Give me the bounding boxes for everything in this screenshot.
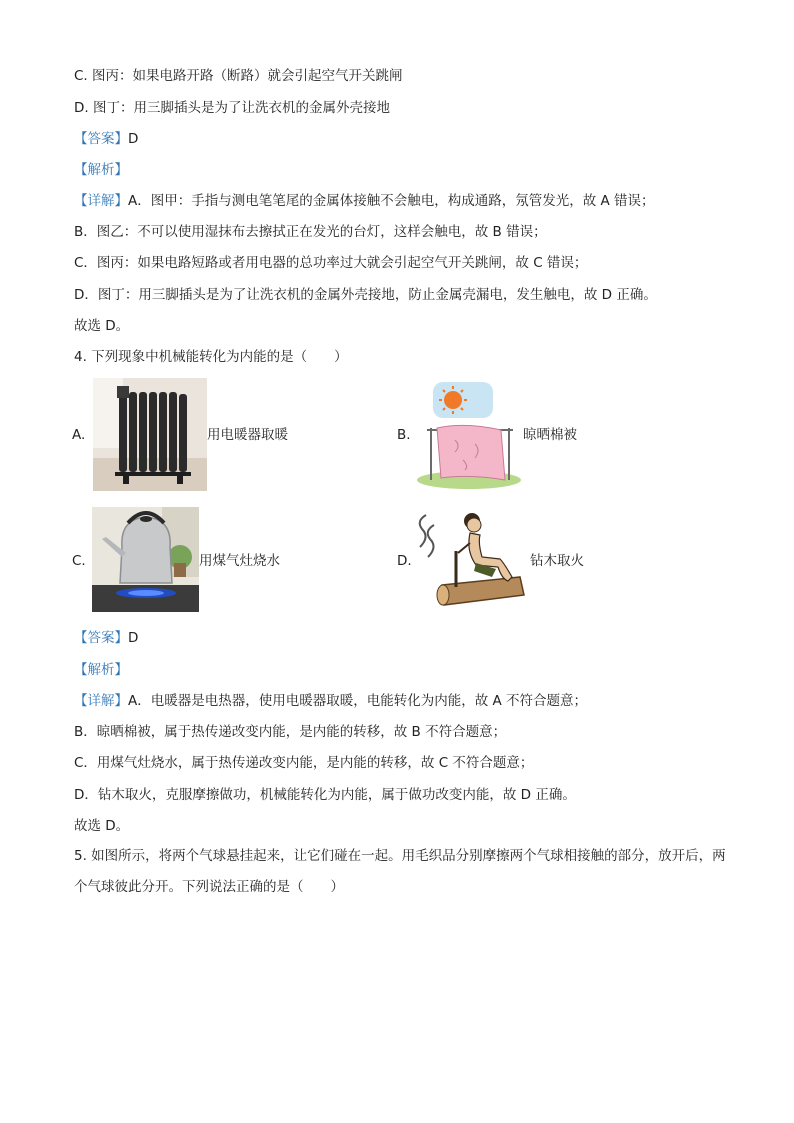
detail-a-text: A．图甲：手指与测电笔笔尾的金属体接触不会触电，构成通路，氖管发光，故 A 错误； xyxy=(128,193,655,209)
option-b-caption: 晾晒棉被 xyxy=(523,427,577,443)
option-c-caption: 用煤气灶烧水 xyxy=(199,553,280,569)
q4-answer xyxy=(74,629,138,647)
q3-option-c: C. 图丙：如果电路开路（断路）就会引起空气开关跳闸 xyxy=(74,68,403,84)
option-a-caption: 用电暖器取暖 xyxy=(207,427,288,443)
option-c-letter: C. xyxy=(72,553,86,569)
q3-detail-a xyxy=(74,192,655,210)
q3-detail-d: D．图丁：用三脚插头是为了让洗衣机的金属外壳接地，防止金属壳漏电，发生触电，故 D 正确。 xyxy=(74,287,657,303)
q3-answer xyxy=(74,130,138,148)
q4-detail-c: C．用煤气灶烧水，属于热传递改变内能，是内能的转移，故 C 不符合题意； xyxy=(74,755,534,771)
kettle-on-gas-stove-image xyxy=(92,507,199,612)
option-a-letter: A. xyxy=(72,427,86,443)
q3-conclusion: 故选 D。 xyxy=(74,318,130,334)
q3-analysis-tag: 【解析】 xyxy=(74,162,128,178)
q4-detail-a xyxy=(74,692,587,710)
detail-tag: 【详解】 xyxy=(74,693,128,709)
answer-tag: 【答案】 xyxy=(74,630,128,646)
q4-detail-d: D．钻木取火，克服摩擦做功，机械能转化为内能，属于做功改变内能，故 D 正确。 xyxy=(74,787,576,803)
answer-value: D xyxy=(128,131,139,147)
q3-detail-b: B．图乙：不可以使用湿抹布去擦拭正在发光的台灯，这样会触电，故 B 错误； xyxy=(74,224,547,240)
oil-radiator-heater-image xyxy=(93,378,207,491)
option-d-caption: 钻木取火 xyxy=(530,553,584,569)
answer-value: D xyxy=(128,630,139,646)
answer-tag: 【答案】 xyxy=(74,131,128,147)
detail-a-text: A．电暖器是电热器，使用电暖器取暖，电能转化为内能，故 A 不符合题意； xyxy=(128,693,588,709)
detail-tag: 【详解】 xyxy=(74,193,128,209)
option-b-letter: B. xyxy=(397,427,411,443)
q4-analysis-tag: 【解析】 xyxy=(74,662,128,678)
drilling-wood-for-fire-image xyxy=(416,507,528,610)
q4-stem: 4. 下列现象中机械能转化为内能的是（ ） xyxy=(74,349,348,365)
q4-detail-b: B．晾晒棉被，属于热传递改变内能，是内能的转移，故 B 不符合题意； xyxy=(74,724,507,740)
q4-conclusion: 故选 D。 xyxy=(74,818,130,834)
q5-stem: 5. 如图所示，将两个气球悬挂起来，让它们碰在一起。用毛织品分别摩擦两个气球相接触的部分，放开后，两个气球彼此分开。下列说法正确的是（ ） xyxy=(74,848,726,895)
quilt-drying-in-sun-image xyxy=(415,380,523,490)
option-d-letter: D. xyxy=(397,553,412,569)
q3-detail-c: C．图丙：如果电路短路或者用电器的总功率过大就会引起空气开关跳闸，故 C 错误； xyxy=(74,255,588,271)
q3-option-d: D. 图丁：用三脚插头是为了让洗衣机的金属外壳接地 xyxy=(74,100,390,116)
